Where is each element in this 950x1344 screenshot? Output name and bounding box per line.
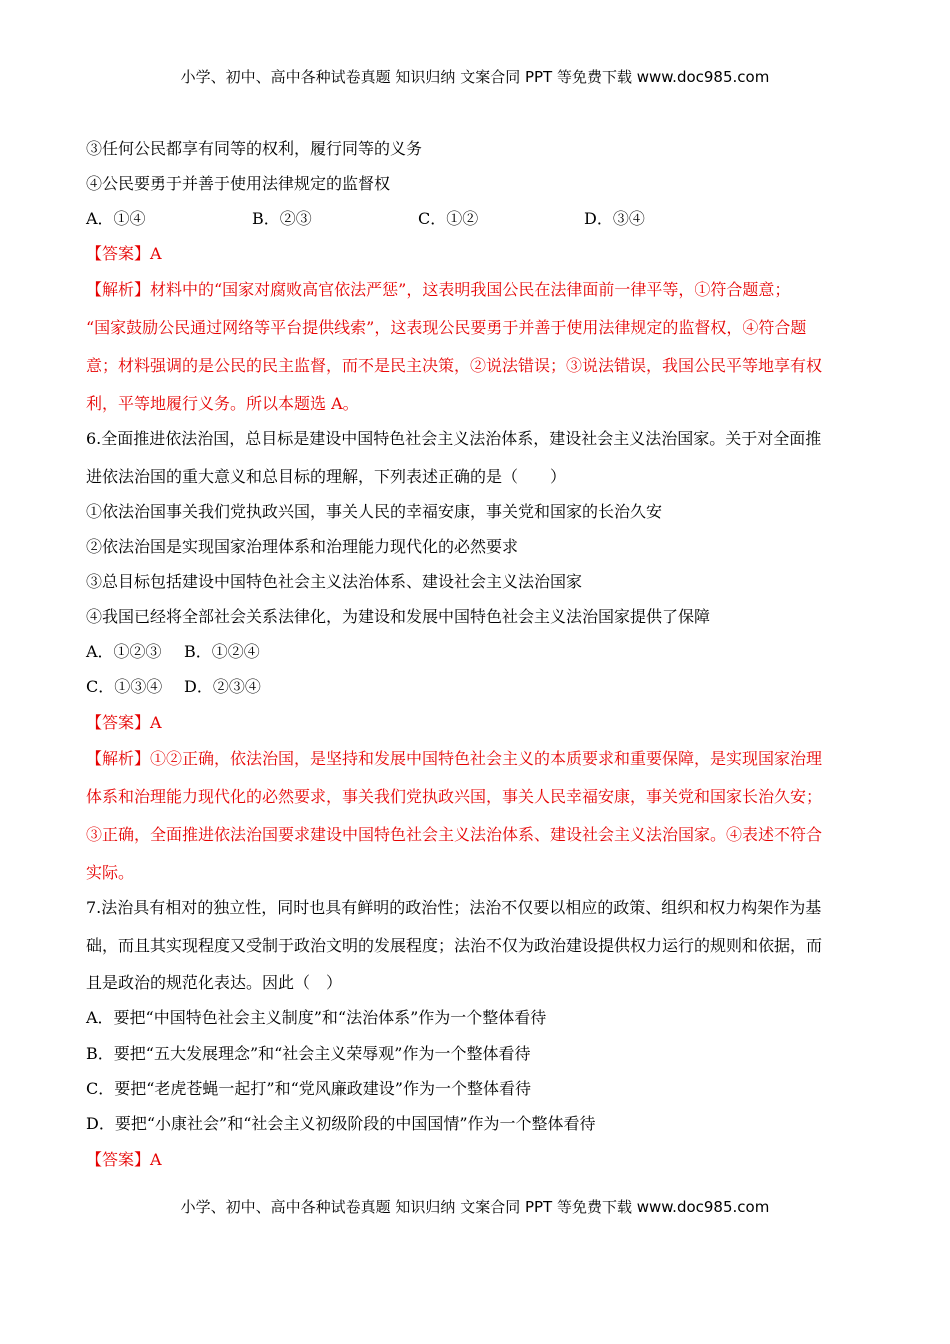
q6-options-row-1 [86, 642, 260, 662]
q5-option-d: D．③④ [584, 209, 645, 228]
q7-option-b: B．要把“五大发展理念”和“社会主义荣辱观”作为一个整体看待 [86, 1044, 531, 1063]
q7-answer: 【答案】A [86, 1150, 162, 1169]
q7-option-d: D．要把“小康社会”和“社会主义初级阶段的中国国情”作为一个整体看待 [86, 1114, 596, 1133]
q6-analysis-line: 体系和治理能力现代化的必然要求，事关我们党执政兴国，事关人民幸福安康，事关党和国家长治久安； [86, 787, 823, 806]
q6-answer: 【答案】A [86, 713, 162, 732]
q6-item: ③总目标包括建设中国特色社会主义法治体系、建设社会主义法治国家 [86, 572, 583, 591]
q6-item: ④我国已经将全部社会关系法律化，为建设和发展中国特色社会主义法治国家提供了保障 [86, 607, 711, 626]
q6-option-d: D．②③④ [184, 677, 261, 696]
q5-option-b: B．②③ [252, 209, 312, 228]
page-header: 小学、初中、高中各种试卷真题 知识归纳 文案合同 PPT 等免费下载 www.doc985.com [180, 68, 770, 86]
q6-analysis-line: 实际。 [86, 863, 135, 882]
q7-option-a: A．要把“中国特色社会主义制度”和“法治体系”作为一个整体看待 [86, 1008, 547, 1027]
q5-item-3: ③任何公民都享有同等的权利，履行同等的义务 [86, 139, 423, 158]
q6-option-a: A．①②③ [86, 642, 162, 661]
q7-stem-line: 且是政治的规范化表达。因此（ ） [86, 973, 343, 992]
q6-options-row-2 [86, 677, 261, 697]
q6-stem-line: 6.全面推进依法治国，总目标是建设中国特色社会主义法治体系，建设社会主义法治国家。关于对全面推 [86, 429, 822, 448]
q5-analysis-line: 意；材料强调的是公民的民主监督，而不是民主决策，②说法错误；③说法错误，我国公民平等地享有权 [86, 356, 823, 375]
q7-stem-line: 础，而且其实现程度又受制于政治文明的发展程度；法治不仅为政治建设提供权力运行的规则和依据，而 [86, 936, 823, 955]
q6-analysis-line: 【解析】①②正确，依法治国，是坚持和发展中国特色社会主义的本质要求和重要保障，是实现国家治理 [86, 749, 823, 768]
q6-analysis-line: ③正确，全面推进依法治国要求建设中国特色社会主义法治体系、建设社会主义法治国家。④表述不符合 [86, 825, 823, 844]
q6-item: ①依法治国事关我们党执政兴国，事关人民的幸福安康，事关党和国家的长治久安 [86, 502, 663, 521]
q5-analysis-line: 【解析】材料中的“国家对腐败高官依法严惩”，这表明我国公民在法律面前一律平等，①符合题意； [86, 280, 791, 299]
q6-stem-line: 进依法治国的重大意义和总目标的理解，下列表述正确的是（ ） [86, 467, 567, 486]
q7-stem-line: 7.法治具有相对的独立性，同时也具有鲜明的政治性；法治不仅要以相应的政策、组织和权力构架作为基 [86, 898, 822, 917]
q6-option-c: C．①③④ [86, 677, 163, 696]
q5-options [86, 209, 645, 229]
q5-analysis-line: 利，平等地履行义务。所以本题选 A。 [86, 394, 359, 413]
page-footer: 小学、初中、高中各种试卷真题 知识归纳 文案合同 PPT 等免费下载 www.doc985.com [180, 1198, 770, 1216]
q5-answer: 【答案】A [86, 244, 162, 263]
q6-option-b: B．①②④ [184, 642, 260, 661]
q5-option-a: A．①④ [86, 209, 146, 228]
q5-analysis-line: “国家鼓励公民通过网络等平台提供线索”，这表现公民要勇于并善于使用法律规定的监督权，④符合题 [86, 318, 807, 337]
q5-item-4: ④公民要勇于并善于使用法律规定的监督权 [86, 174, 391, 193]
q5-option-c: C．①② [418, 209, 479, 228]
q7-option-c: C．要把“老虎苍蝇一起打”和“党风廉政建设”作为一个整体看待 [86, 1079, 531, 1098]
q6-item: ②依法治国是实现国家治理体系和治理能力现代化的必然要求 [86, 537, 519, 556]
